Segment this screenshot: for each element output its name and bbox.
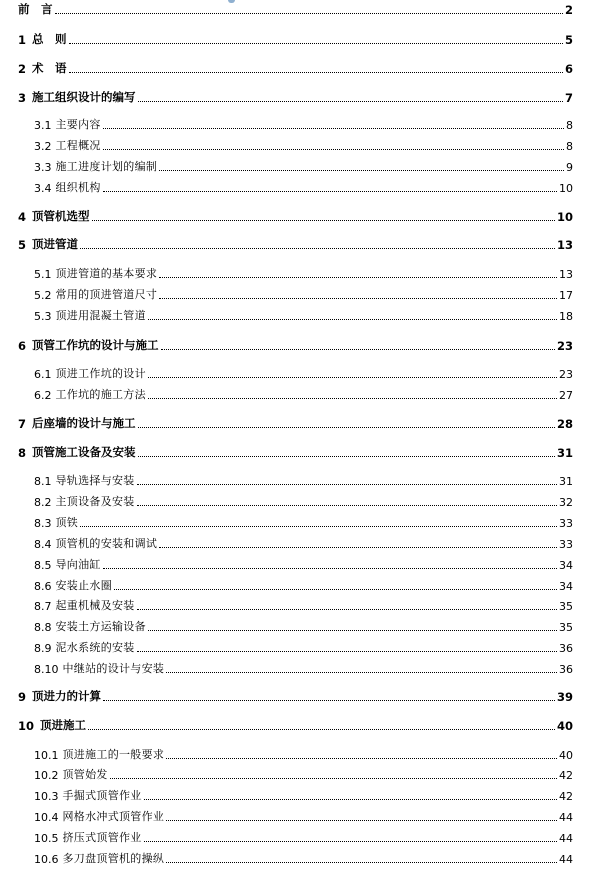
toc-entry-number: 8 — [18, 446, 27, 460]
toc-entry-title: 手掘式顶管作业 — [62, 789, 142, 802]
toc-entry-title: 顶进工作坑的设计 — [55, 367, 146, 380]
toc-entry-number: 8.4 — [34, 538, 52, 551]
toc-page-number: 2 — [564, 3, 573, 17]
toc-entry-number: 8.3 — [34, 517, 52, 530]
toc-dot-leader — [69, 72, 563, 73]
toc-entry-number: 3 — [18, 91, 27, 105]
toc-section-entry[interactable] — [34, 748, 573, 762]
toc-page-number: 36 — [559, 642, 573, 655]
toc-entry-number: 5 — [18, 238, 27, 252]
toc-section-entry[interactable] — [34, 139, 573, 153]
toc-chapter-entry[interactable] — [18, 3, 573, 17]
toc-section-entry[interactable] — [34, 181, 573, 195]
toc-entry-title: 泥水系统的安装 — [55, 641, 135, 654]
toc-entry-number: 3.4 — [34, 182, 52, 195]
toc-entry-number: 8.2 — [34, 496, 52, 509]
toc-entry-number: 10 — [18, 719, 35, 733]
toc-entry-title: 前 言 — [18, 2, 53, 16]
toc-chapter-entry[interactable] — [18, 690, 573, 704]
toc-page-number: 9 — [566, 161, 573, 174]
toc-page-number: 5 — [564, 33, 573, 47]
toc-entry-number: 5.1 — [34, 268, 52, 281]
toc-section-entry[interactable] — [34, 288, 573, 302]
toc-dot-leader — [148, 398, 557, 399]
toc-section-entry[interactable] — [34, 789, 573, 803]
toc-entry-number: 4 — [18, 210, 27, 224]
toc-page-number: 44 — [559, 832, 573, 845]
toc-page-number: 32 — [559, 496, 573, 509]
toc-entry-number: 10.5 — [34, 832, 59, 845]
toc-section-entry[interactable] — [34, 267, 573, 281]
toc-dot-leader — [148, 377, 557, 378]
toc-entry-title: 顶管始发 — [62, 768, 108, 781]
toc-entry-number: 5.2 — [34, 289, 52, 302]
toc-entry-title: 顶进管道的基本要求 — [55, 267, 158, 280]
toc-section-entry[interactable] — [34, 641, 573, 655]
toc-page-number: 28 — [556, 417, 573, 431]
toc-page-number: 44 — [559, 853, 573, 866]
toc-entry-number: 10.3 — [34, 790, 59, 803]
toc-entry-title: 总 则 — [32, 32, 67, 46]
toc-dot-leader — [69, 43, 563, 44]
toc-entry-title: 顶进施工 — [40, 718, 87, 732]
toc-entry-title: 导向油缸 — [55, 558, 101, 571]
toc-page-number: 6 — [564, 62, 573, 76]
toc-chapter-entry[interactable] — [18, 91, 573, 105]
toc-page-number: 40 — [556, 719, 573, 733]
toc-section-entry[interactable] — [34, 558, 573, 572]
toc-entry-number: 8.6 — [34, 580, 52, 593]
toc-entry-title: 后座墙的设计与施工 — [32, 416, 136, 430]
toc-chapter-entry[interactable] — [18, 33, 573, 47]
toc-page-number: 7 — [564, 91, 573, 105]
toc-chapter-entry[interactable] — [18, 238, 573, 252]
toc-entry-number: 8.5 — [34, 559, 52, 572]
toc-section-entry[interactable] — [34, 309, 573, 323]
toc-dot-leader — [161, 349, 555, 350]
toc-section-entry[interactable] — [34, 388, 573, 402]
toc-dot-leader — [88, 729, 555, 730]
toc-entry-number: 8.10 — [34, 663, 59, 676]
toc-section-entry[interactable] — [34, 537, 573, 551]
toc-entry-title: 顶铁 — [55, 516, 79, 529]
toc-dot-leader — [166, 862, 557, 863]
toc-dot-leader — [114, 589, 557, 590]
toc-dot-leader — [103, 128, 564, 129]
toc-dot-leader — [55, 13, 563, 14]
toc-entry-title: 顶管机的安装和调试 — [55, 537, 158, 550]
toc-entry-title: 术 语 — [32, 61, 67, 75]
toc-entry-number: 8.1 — [34, 475, 52, 488]
toc-dot-leader — [137, 609, 557, 610]
toc-entry-title: 工作坑的施工方法 — [55, 388, 146, 401]
toc-dot-leader — [103, 191, 557, 192]
toc-entry-title: 顶管施工设备及安装 — [32, 445, 136, 459]
toc-section-entry[interactable] — [34, 495, 573, 509]
toc-dot-leader — [166, 820, 557, 821]
toc-chapter-entry[interactable] — [18, 446, 573, 460]
toc-chapter-entry[interactable] — [18, 210, 573, 224]
toc-dot-leader — [144, 799, 557, 800]
toc-page-number: 34 — [559, 559, 573, 572]
toc-entry-title: 起重机械及安装 — [55, 599, 135, 612]
toc-chapter-entry[interactable] — [18, 62, 573, 76]
toc-dot-leader — [103, 568, 557, 569]
toc-entry-title: 主要内容 — [55, 118, 101, 131]
toc-entry-number: 8.7 — [34, 600, 52, 613]
toc-entry-number: 8.8 — [34, 621, 52, 634]
toc-entry-number: 6.2 — [34, 389, 52, 402]
toc-page-number: 13 — [559, 268, 573, 281]
toc-dot-leader — [159, 170, 564, 171]
toc-page-number: 31 — [559, 475, 573, 488]
toc-section-entry[interactable] — [34, 367, 573, 381]
toc-section-entry[interactable] — [34, 474, 573, 488]
toc-section-entry[interactable] — [34, 118, 573, 132]
toc-page-number: 44 — [559, 811, 573, 824]
toc-dot-leader — [103, 700, 555, 701]
toc-page-number: 17 — [559, 289, 573, 302]
toc-dot-leader — [138, 427, 555, 428]
toc-chapter-entry[interactable] — [18, 417, 573, 431]
toc-section-entry[interactable] — [34, 579, 573, 593]
toc-page-number: 33 — [559, 517, 573, 530]
toc-entry-number: 6 — [18, 339, 27, 353]
toc-dot-leader — [138, 101, 563, 102]
toc-page-number: 8 — [566, 140, 573, 153]
toc-entry-title: 组织机构 — [55, 181, 101, 194]
toc-entry-title: 施工进度计划的编制 — [55, 160, 158, 173]
toc-page-number: 33 — [559, 538, 573, 551]
toc-page-number: 34 — [559, 580, 573, 593]
toc-dot-leader — [148, 319, 557, 320]
toc-page-number: 39 — [556, 690, 573, 704]
toc-dot-leader — [80, 526, 557, 527]
toc-entry-number: 5.3 — [34, 310, 52, 323]
toc-entry-title: 主顶设备及安装 — [55, 495, 135, 508]
toc-entry-number: 10.2 — [34, 769, 59, 782]
toc-entry-number: 1 — [18, 33, 27, 47]
toc-entry-title: 顶进力的计算 — [32, 689, 102, 703]
toc-dot-leader — [137, 505, 557, 506]
toc-entry-title: 顶进管道 — [32, 237, 79, 251]
toc-page-number: 31 — [556, 446, 573, 460]
toc-page-number: 23 — [559, 368, 573, 381]
toc-entry-title: 工程概况 — [55, 139, 101, 152]
toc-dot-leader — [159, 547, 557, 548]
toc-page-number: 27 — [559, 389, 573, 402]
toc-dot-leader — [103, 149, 564, 150]
toc-page-number: 35 — [559, 621, 573, 634]
toc-page-number: 42 — [559, 790, 573, 803]
toc-page-number: 36 — [559, 663, 573, 676]
toc-entry-title: 顶管机选型 — [32, 209, 90, 223]
toc-dot-leader — [144, 841, 557, 842]
toc-section-entry[interactable] — [34, 852, 573, 866]
toc-dot-leader — [166, 758, 557, 759]
toc-entry-number: 10.1 — [34, 749, 59, 762]
toc-entry-title: 多刀盘顶管机的操纵 — [62, 852, 165, 865]
toc-page-number: 40 — [559, 749, 573, 762]
toc-entry-number: 10.4 — [34, 811, 59, 824]
toc-page-number: 18 — [559, 310, 573, 323]
toc-dot-leader — [110, 778, 557, 779]
toc-dot-leader — [92, 220, 555, 221]
toc-dot-leader — [166, 672, 557, 673]
toc-entry-number: 9 — [18, 690, 27, 704]
toc-section-entry[interactable] — [34, 768, 573, 782]
toc-entry-title: 导轨选择与安装 — [55, 474, 135, 487]
toc-entry-number: 8.9 — [34, 642, 52, 655]
toc-section-entry[interactable] — [34, 831, 573, 845]
toc-entry-title: 顶管工作坑的设计与施工 — [32, 338, 159, 352]
toc-section-entry[interactable] — [34, 160, 573, 174]
toc-entry-title: 挤压式顶管作业 — [62, 831, 142, 844]
toc-dot-leader — [159, 277, 557, 278]
toc-section-entry[interactable] — [34, 620, 573, 634]
toc-page-number: 10 — [559, 182, 573, 195]
toc-dot-leader — [80, 248, 555, 249]
toc-dot-leader — [137, 484, 557, 485]
toc-entry-number: 2 — [18, 62, 27, 76]
toc-entry-number: 10.6 — [34, 853, 59, 866]
toc-dot-leader — [148, 630, 557, 631]
toc-entry-title: 安装土方运输设备 — [55, 620, 146, 633]
toc-entry-title: 中继站的设计与安装 — [62, 662, 165, 675]
toc-entry-title: 安装止水圈 — [55, 579, 112, 592]
toc-page-number: 23 — [556, 339, 573, 353]
toc-entry-number: 3.2 — [34, 140, 52, 153]
toc-section-entry[interactable] — [34, 516, 573, 530]
toc-page-number: 13 — [556, 238, 573, 252]
toc-entry-number: 3.1 — [34, 119, 52, 132]
toc-entry-number: 7 — [18, 417, 27, 431]
toc-page-number: 35 — [559, 600, 573, 613]
toc-entry-title: 常用的顶进管道尺寸 — [55, 288, 158, 301]
toc-page-number: 8 — [566, 119, 573, 132]
toc-entry-title: 施工组织设计的编写 — [32, 90, 136, 104]
toc-entry-number: 3.3 — [34, 161, 52, 174]
toc-entry-title: 顶进用混凝土管道 — [55, 309, 146, 322]
toc-entry-title: 顶进施工的一般要求 — [62, 748, 165, 761]
toc-page-number: 42 — [559, 769, 573, 782]
toc-chapter-entry[interactable] — [18, 339, 573, 353]
toc-entry-title: 网格水冲式顶管作业 — [62, 810, 165, 823]
toc-section-entry[interactable] — [34, 599, 573, 613]
toc-dot-leader — [159, 298, 557, 299]
toc-page-number: 10 — [556, 210, 573, 224]
toc-dot-leader — [137, 651, 557, 652]
toc-section-entry[interactable] — [34, 662, 573, 676]
toc-chapter-entry[interactable] — [18, 719, 573, 733]
toc-section-entry[interactable] — [34, 810, 573, 824]
toc-dot-leader — [138, 456, 555, 457]
toc-entry-number: 6.1 — [34, 368, 52, 381]
